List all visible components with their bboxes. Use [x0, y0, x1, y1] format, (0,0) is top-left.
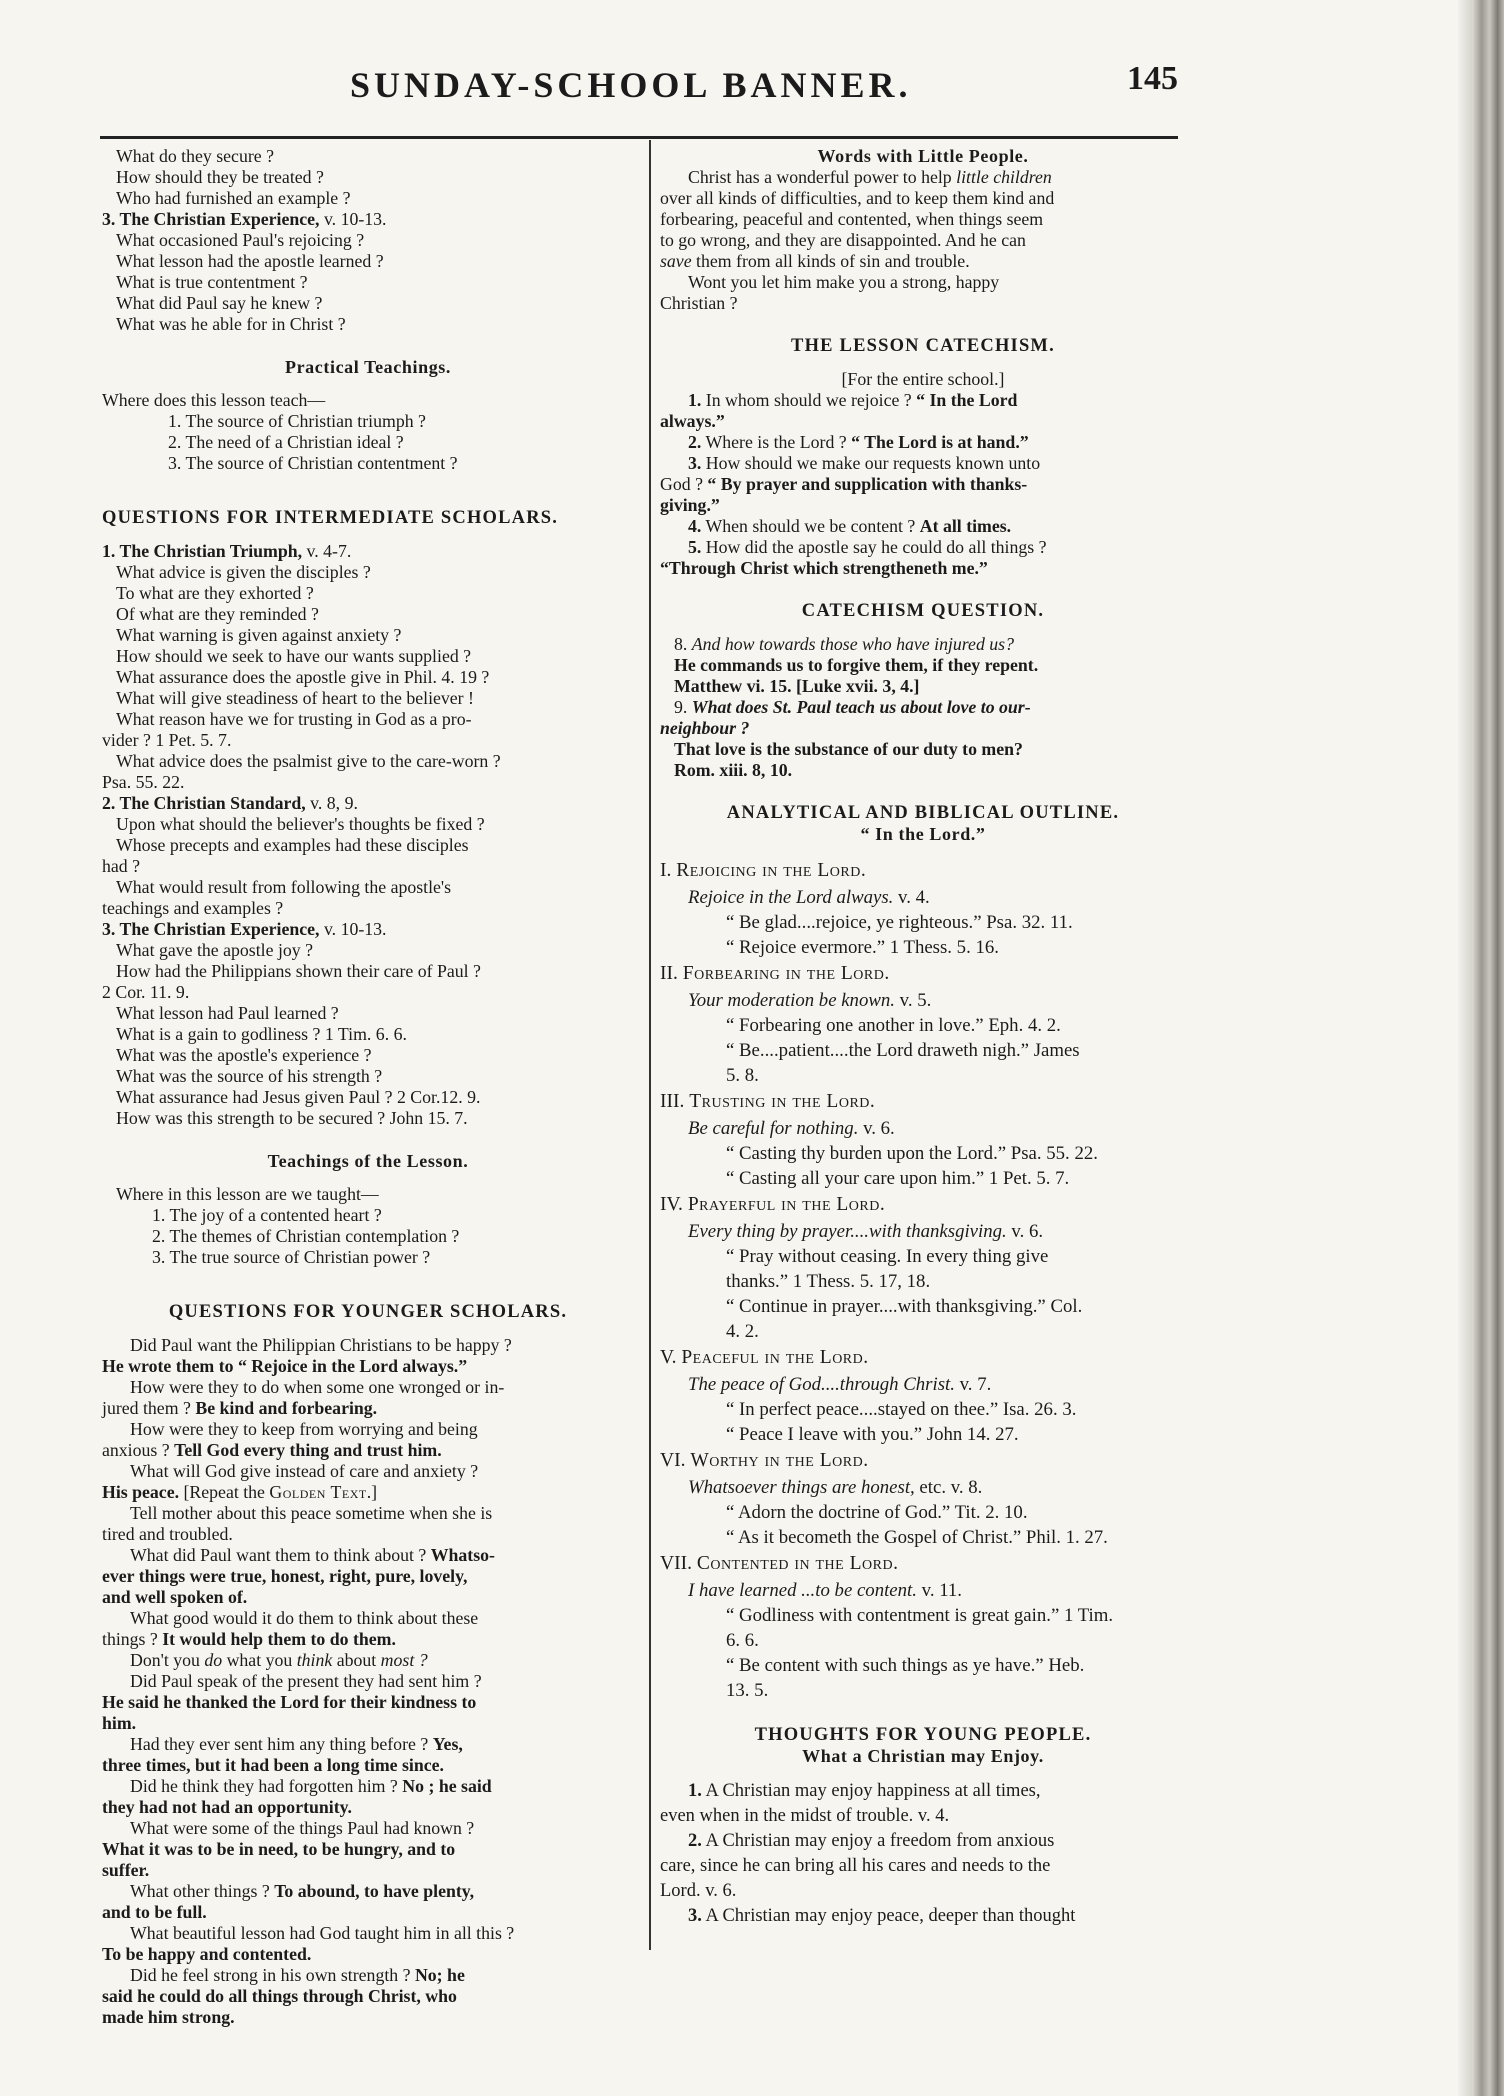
text-line: [102, 1776, 634, 1797]
text-line: 1. The source of Christian triumph ?: [168, 411, 426, 431]
text-line: Wont you let him make you a strong, happy: [688, 272, 1000, 292]
text-line: [660, 167, 1186, 188]
text-line: over all kinds of difficulties, and to keep them kind and: [660, 188, 1055, 208]
text-run: Be kind and forbearing.: [195, 1398, 378, 1418]
text-line: ANALYTICAL AND BIBLICAL OUTLINE.: [726, 803, 1120, 823]
book-page-edges: [1472, 0, 1504, 2096]
text-line: vider ? 1 Pet. 5. 7.: [102, 730, 232, 750]
text-run: most ?: [380, 1650, 428, 1670]
text-run: The peace of God....through Christ.: [688, 1374, 955, 1395]
text-run: Prayerful in the Lord.: [687, 1194, 886, 1215]
text-line: QUESTIONS FOR YOUNGER SCHOLARS.: [168, 1302, 568, 1322]
text-line: three times, but it had been a long time since.: [102, 1755, 444, 1775]
text-run: VII.: [660, 1553, 697, 1574]
spacer: [102, 1129, 634, 1151]
text-run: Where is the Lord ?: [701, 432, 852, 452]
text-line: had ?: [102, 856, 141, 876]
text-run: do: [204, 1650, 223, 1670]
text-line: [For the entire school.]: [841, 369, 1005, 389]
text-run: His peace.: [102, 1482, 180, 1502]
text-line: “ Be....patient....the Lord draweth nigh.” James: [726, 1040, 1080, 1061]
text-line: “ In perfect peace....stayed on thee.” Isa. 26. 3.: [726, 1399, 1077, 1420]
text-line: Did Paul speak of the present they had sent him ?: [130, 1671, 482, 1691]
text-run: 3. The Christian Experience,: [102, 209, 320, 229]
text-line: Of what are they reminded ?: [116, 604, 319, 624]
text-run: v. 11.: [916, 1580, 962, 1601]
spacer: [102, 529, 634, 541]
text-run: Whatsoever things are honest,: [688, 1477, 915, 1498]
text-run: 8.: [674, 634, 692, 654]
text-line: What will God give instead of care and anxiety ?: [130, 1461, 479, 1481]
text-run: Peaceful in the Lord.: [681, 1347, 869, 1368]
text-line: said he could do all things through Christ, who: [102, 1986, 457, 2006]
text-line: He said he thanked the Lord for their kindness to: [102, 1692, 477, 1712]
text-run: “ By prayer and supplication with thanks-: [707, 474, 1028, 494]
text-line: [660, 1779, 1186, 1804]
spacer: [660, 1767, 1186, 1779]
text-line: thanks.” 1 Thess. 5. 17, 18.: [726, 1271, 931, 1292]
text-run: 3. The Christian Experience,: [102, 919, 320, 939]
page-header: [100, 52, 1178, 112]
text-line: What was the source of his strength ?: [116, 1066, 383, 1086]
text-line: [102, 1482, 634, 1503]
text-line: CATECHISM QUESTION.: [801, 601, 1045, 621]
text-run: No; he: [414, 1965, 465, 1985]
text-line: To be happy and contented.: [102, 1944, 312, 1964]
text-run: At all times.: [919, 516, 1012, 536]
text-line: QUESTIONS FOR INTERMEDIATE SCHOLARS.: [102, 508, 559, 528]
text-line: What did Paul say he knew ?: [116, 293, 323, 313]
text-line: Christian ?: [660, 293, 738, 313]
text-run: Tell God every thing and trust him.: [174, 1440, 442, 1460]
text-run: v. 5.: [894, 990, 932, 1011]
text-run: save: [660, 251, 692, 271]
text-line: “ In the Lord.”: [860, 824, 986, 844]
text-line: What reason have we for trusting in God as a pro-: [116, 709, 472, 729]
text-run: How did the apostle say he could do all things ?: [701, 537, 1047, 557]
text-line: [102, 1440, 634, 1461]
spacer: [102, 1323, 634, 1335]
text-run: What did Paul want them to think about ?: [130, 1545, 431, 1565]
text-line: 4. 2.: [726, 1321, 759, 1342]
text-run: v. 6.: [858, 1118, 895, 1139]
text-line: [102, 541, 634, 562]
text-line: [660, 1904, 1186, 1929]
text-line: [660, 453, 1186, 474]
text-run: No ; he said: [402, 1776, 492, 1796]
text-line: [102, 1734, 634, 1755]
text-line: [660, 1219, 1186, 1244]
text-line: What were some of the things Paul had known ?: [130, 1818, 475, 1838]
text-line: [660, 390, 1186, 411]
text-line: suffer.: [102, 1860, 150, 1880]
text-line: [660, 697, 1186, 718]
spacer: [660, 845, 1186, 857]
text-line: Upon what should the believer's thoughts be fixed ?: [116, 814, 485, 834]
text-run: 9.: [674, 697, 692, 717]
text-line: What occasioned Paul's rejoicing ?: [116, 230, 365, 250]
text-line: tired and troubled.: [102, 1524, 233, 1544]
text-line: “Through Christ which strengtheneth me.”: [660, 558, 988, 578]
text-run: v. 8, 9.: [305, 793, 358, 813]
text-line: made him strong.: [102, 2007, 235, 2027]
text-line: “ Casting all your care upon him.” 1 Pet. 5. 7.: [726, 1168, 1070, 1189]
text-line: “ Pray without ceasing. In every thing give: [726, 1246, 1049, 1267]
running-title: SUNDAY-SCHOOL BANNER.: [350, 65, 912, 105]
text-line: “ Be content with such things as ye have.” Heb.: [726, 1655, 1085, 1676]
text-run: v. 6.: [1006, 1221, 1044, 1242]
text-line: “ Continue in prayer....with thanksgiving.” Col.: [726, 1296, 1083, 1317]
text-run: Had they ever sent him any thing before ?: [130, 1734, 433, 1754]
text-line: [102, 1545, 634, 1566]
spacer: [102, 474, 634, 508]
text-line: [660, 1578, 1186, 1603]
text-run: Worthy in the Lord.: [690, 1450, 869, 1471]
text-line: He wrote them to “ Rejoice in the Lord always.”: [102, 1356, 468, 1376]
text-line: What gave the apostle joy ?: [116, 940, 314, 960]
text-run: 2. The Christian Standard,: [102, 793, 306, 813]
text-run: think: [296, 1650, 333, 1670]
text-run: Be careful for nothing.: [688, 1118, 859, 1139]
spacer: [660, 781, 1186, 803]
text-line: and to be full.: [102, 1902, 207, 1922]
text-run: III.: [660, 1091, 690, 1112]
text-run: Yes,: [432, 1734, 463, 1754]
text-line: What lesson had Paul learned ?: [116, 1003, 339, 1023]
text-line: [660, 1088, 1186, 1116]
text-line: What warning is given against anxiety ?: [116, 625, 402, 645]
text-run: Golden Text: [269, 1482, 367, 1502]
spacer: [660, 357, 1186, 369]
text-run: IV.: [660, 1194, 688, 1215]
text-line: What do they secure ?: [116, 146, 274, 166]
text-line: Where does this lesson teach—: [102, 390, 326, 410]
text-run: VI.: [660, 1450, 691, 1471]
text-line: How was this strength to be secured ? John 15. 7.: [116, 1108, 468, 1128]
text-line: What would result from following the apostle's: [116, 877, 452, 897]
text-line: Words with Little People.: [817, 146, 1029, 166]
text-line: and well spoken of.: [102, 1587, 248, 1607]
text-line: giving.”: [660, 495, 720, 515]
spacer: [660, 314, 1186, 336]
page-number: 145: [1127, 60, 1178, 97]
text-run: A Christian may enjoy a freedom from anxious: [701, 1831, 1055, 1851]
text-line: [660, 1447, 1186, 1475]
text-line: “ Forbearing one another in love.” Eph. 4. 2.: [726, 1015, 1061, 1036]
text-line: 13. 5.: [726, 1680, 769, 1701]
text-line: “ Adorn the doctrine of God.” Tit. 2. 10.: [726, 1502, 1028, 1523]
text-line: care, since he can bring all his cares and needs to the: [660, 1856, 1051, 1876]
text-run: jured them ?: [102, 1398, 196, 1418]
text-run: anxious ?: [102, 1440, 175, 1460]
text-run: 4.: [688, 516, 702, 536]
text-run: etc. v. 8.: [914, 1477, 983, 1498]
text-line: [660, 1550, 1186, 1578]
text-line: What good would it do them to think about these: [130, 1608, 479, 1628]
text-line: What lesson had the apostle learned ?: [116, 251, 384, 271]
text-line: THE LESSON CATECHISM.: [791, 336, 1055, 356]
text-line: How were they to do when some one wronged or in-: [130, 1377, 505, 1397]
text-run: Forbearing in the Lord.: [682, 963, 890, 984]
text-line: He commands us to forgive them, if they repent.: [674, 655, 1039, 675]
text-line: [102, 1965, 634, 1986]
text-line: [660, 988, 1186, 1013]
text-run: 3.: [688, 453, 702, 473]
text-line: 3. The source of Christian contentment ?: [168, 453, 458, 473]
text-run: Contented in the Lord.: [696, 1553, 899, 1574]
text-line: teachings and examples ?: [102, 898, 284, 918]
text-line: Where in this lesson are we taught—: [116, 1184, 379, 1204]
text-line: Teachings of the Lesson.: [267, 1151, 469, 1171]
text-line: Psa. 55. 22.: [102, 772, 185, 792]
text-run: II.: [660, 963, 683, 984]
text-line: [102, 919, 634, 940]
text-line: [660, 251, 1186, 272]
text-line: even when in the midst of trouble. v. 4.: [660, 1806, 950, 1826]
spacer: [102, 335, 634, 357]
text-line: always.”: [660, 411, 725, 431]
text-line: Whose precepts and examples had these disciples: [116, 835, 469, 855]
text-line: [102, 1881, 634, 1902]
text-line: How were they to keep from worrying and being: [130, 1419, 478, 1439]
text-run: In whom should we rejoice ?: [701, 390, 917, 410]
text-line: Rom. xiii. 8, 10.: [674, 760, 793, 780]
text-run: [Repeat the: [179, 1482, 270, 1502]
text-line: [102, 1650, 634, 1671]
text-run: 2.: [688, 1831, 702, 1851]
text-line: “ Casting thy burden upon the Lord.” Psa. 55. 22.: [726, 1143, 1098, 1164]
text-line: [660, 885, 1186, 910]
text-line: [102, 1629, 634, 1650]
text-run: little children: [956, 167, 1052, 187]
text-line: they had not had an opportunity.: [102, 1797, 353, 1817]
text-line: Tell mother about this peace sometime when she is: [130, 1503, 493, 1523]
text-run: Did he feel strong in his own strength ?: [130, 1965, 415, 1985]
text-run: A Christian may enjoy happiness at all times,: [701, 1781, 1041, 1801]
text-run: v. 10-13.: [319, 919, 387, 939]
text-line: What assurance had Jesus given Paul ? 2 Cor.12. 9.: [116, 1087, 481, 1107]
text-line: [660, 634, 1186, 655]
text-run: “ In the Lord: [916, 390, 1018, 410]
text-line: 1. The joy of a contented heart ?: [152, 1205, 382, 1225]
text-run: about: [332, 1650, 381, 1670]
text-line: [660, 1116, 1186, 1141]
text-run: v. 4-7.: [302, 541, 352, 561]
text-line: What is a gain to godliness ? 1 Tim. 6. 6.: [116, 1024, 407, 1044]
text-run: God ?: [660, 474, 708, 494]
text-line: [660, 1475, 1186, 1500]
text-line: “ As it becometh the Gospel of Christ.” Phil. 1. 27.: [726, 1527, 1108, 1548]
text-line: [660, 537, 1186, 558]
text-line: “ Godliness with contentment is great gain.” 1 Tim.: [726, 1605, 1114, 1626]
text-line: What it was to be in need, to be hungry, and to: [102, 1839, 456, 1859]
text-line: [102, 793, 634, 814]
text-line: ever things were true, honest, right, pure, lovely,: [102, 1566, 468, 1586]
text-line: [102, 1398, 634, 1419]
text-line: [660, 857, 1186, 885]
text-line: What assurance does the apostle give in Phil. 4. 19 ?: [116, 667, 490, 687]
text-line: That love is the substance of our duty to men?: [674, 739, 1023, 759]
text-run: V.: [660, 1347, 682, 1368]
text-run: .]: [366, 1482, 378, 1502]
text-line: “ Rejoice evermore.” 1 Thess. 5. 16.: [726, 937, 999, 958]
text-line: Lord. v. 6.: [660, 1881, 737, 1901]
text-run: 5.: [688, 537, 702, 557]
text-line: THOUGHTS FOR YOUNG PEOPLE.: [754, 1725, 1092, 1745]
text-line: What beautiful lesson had God taught him in all this ?: [130, 1923, 515, 1943]
text-run: I have learned ...to be content.: [688, 1580, 917, 1601]
text-line: [660, 432, 1186, 453]
text-line: Matthew vi. 15. [Luke xvii. 3, 4.]: [674, 676, 920, 696]
text-run: “ The Lord is at hand.”: [851, 432, 1029, 452]
spacer: [660, 622, 1186, 634]
text-line: 5. 8.: [726, 1065, 759, 1086]
text-run: When should we be content ?: [701, 516, 920, 536]
text-line: [660, 1344, 1186, 1372]
text-run: Don't you: [130, 1650, 205, 1670]
text-run: To abound, to have plenty,: [274, 1881, 475, 1901]
text-line: What will give steadiness of heart to the believer !: [116, 688, 474, 708]
text-run: It would help them to do them.: [162, 1629, 396, 1649]
page-edge-shadow: [1458, 0, 1472, 2096]
text-line: to go wrong, and they are disappointed. And he can: [660, 230, 1026, 250]
text-run: Did he think they had forgotten him ?: [130, 1776, 403, 1796]
text-run: What other things ?: [130, 1881, 275, 1901]
text-run: v. 7.: [954, 1374, 992, 1395]
text-line: [660, 1372, 1186, 1397]
text-line: To what are they exhorted ?: [116, 583, 314, 603]
text-run: Every thing by prayer....with thanksgiving.: [688, 1221, 1007, 1242]
text-line: [660, 516, 1186, 537]
text-line: 2. The themes of Christian contemplation ?: [152, 1226, 460, 1246]
text-line: What was he able for in Christ ?: [116, 314, 346, 334]
text-line: Practical Teachings.: [285, 357, 451, 377]
text-line: What advice is given the disciples ?: [116, 562, 371, 582]
column-divider: [649, 140, 651, 1950]
spacer: [660, 1703, 1186, 1725]
text-line: [660, 474, 1186, 495]
text-run: Trusting in the Lord.: [689, 1091, 876, 1112]
text-line: neighbour ?: [660, 718, 750, 738]
text-run: 1.: [688, 1781, 702, 1801]
spacer: [102, 1268, 634, 1302]
text-line: How should we seek to have our wants supplied ?: [116, 646, 472, 666]
text-run: Your moderation be known.: [688, 990, 895, 1011]
text-line: “ Be glad....rejoice, ye righteous.” Psa. 32. 11.: [726, 912, 1073, 933]
spacer: [102, 378, 634, 390]
text-line: him.: [102, 1713, 137, 1733]
text-run: what you: [222, 1650, 297, 1670]
text-line: How had the Philippians shown their care of Paul ?: [116, 961, 481, 981]
text-run: 2.: [688, 432, 702, 452]
text-run: them from all kinds of sin and trouble.: [691, 251, 970, 271]
text-run: How should we make our requests known unto: [701, 453, 1041, 473]
text-line: [660, 1191, 1186, 1219]
text-line: 6. 6.: [726, 1630, 759, 1651]
left-column: [102, 146, 634, 2028]
text-run: things ?: [102, 1629, 163, 1649]
text-run: I.: [660, 860, 677, 881]
text-line: What a Christian may Enjoy.: [802, 1746, 1044, 1766]
spacer: [660, 579, 1186, 601]
text-run: 1.: [688, 390, 702, 410]
text-run: And how towards those who have injured us?: [691, 634, 1014, 654]
text-run: Rejoice in the Lord always.: [688, 887, 894, 908]
text-run: v. 4.: [893, 887, 930, 908]
text-run: 3.: [688, 1906, 702, 1926]
text-run: 1. The Christian Triumph,: [102, 541, 303, 561]
text-line: [660, 1829, 1186, 1854]
text-line: What is true contentment ?: [116, 272, 308, 292]
text-run: Rejoicing in the Lord.: [676, 860, 867, 881]
text-run: v. 10-13.: [319, 209, 387, 229]
text-line: “ Peace I leave with you.” John 14. 27.: [726, 1424, 1019, 1445]
text-run: Whatso-: [430, 1545, 495, 1565]
text-line: 2. The need of a Christian ideal ?: [168, 432, 404, 452]
text-run: A Christian may enjoy peace, deeper than thought: [701, 1906, 1076, 1926]
spacer: [102, 1172, 634, 1184]
text-line: How should they be treated ?: [116, 167, 324, 187]
text-line: 2 Cor. 11. 9.: [102, 982, 190, 1002]
text-line: forbearing, peaceful and contented, when things seem: [660, 209, 1044, 229]
text-line: What advice does the psalmist give to the care-worn ?: [116, 751, 501, 771]
text-line: [660, 960, 1186, 988]
header-rule: [100, 136, 1178, 139]
text-run: What does St. Paul teach us about love to our-: [691, 697, 1031, 717]
text-run: Christ has a wonderful power to help: [688, 167, 957, 187]
text-line: [102, 209, 634, 230]
text-line: What was the apostle's experience ?: [116, 1045, 372, 1065]
text-line: 3. The true source of Christian power ?: [152, 1247, 431, 1267]
text-line: Who had furnished an example ?: [116, 188, 351, 208]
text-line: Did Paul want the Philippian Christians to be happy ?: [130, 1335, 512, 1355]
right-column: [660, 146, 1186, 1929]
